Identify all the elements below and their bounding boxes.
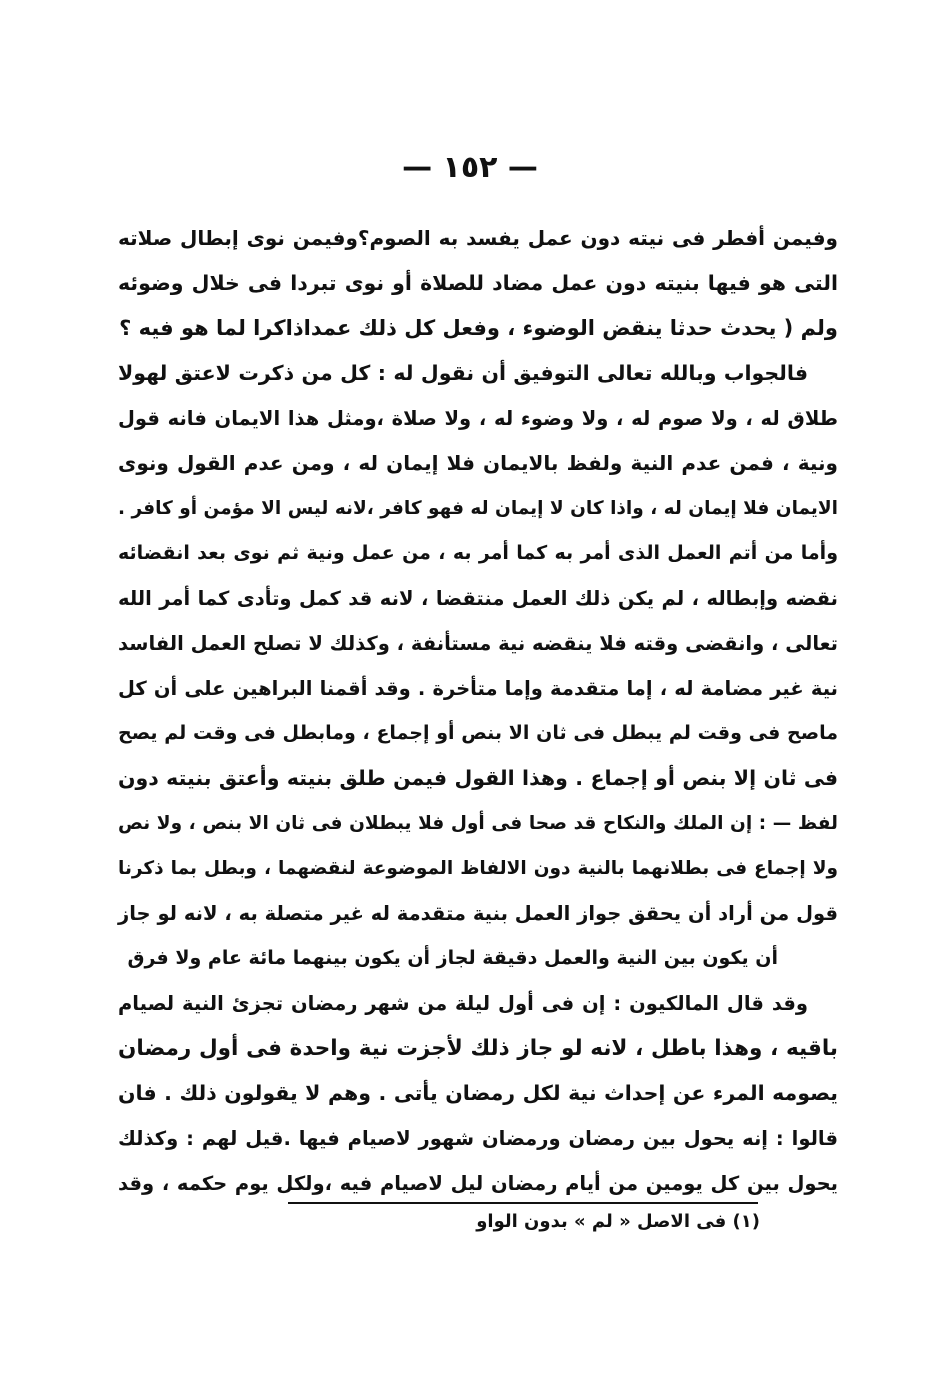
text-line: يحول بين كل يومين من أيام رمضان ليل لاصيام فيه ،ولكل يوم حكمه ، وقد [118,1172,838,1195]
text-line: باقيه ، وهذا باطل ، لانه لو جاز ذلك لأجزت نية واحدة فى أول رمضان [118,1036,838,1061]
text-line: يصومه المرء عن إحداث نية لكل رمضان يأتى . وهم لا يقولون ذلك . فان [118,1081,838,1105]
text-line: ولا إجماع فى بطلانهما بالنية دون الالفاظ الموضوعة لنقضهما ، وبطل بما ذكرنا [118,858,838,879]
text-line: نية غير مضامة له ، إما متقدمة وإما متأخرة . وقد أقمنا البراهين على أن كل [118,677,838,700]
text-line: قول من أراد أن يحقق جواز العمل بنية متقدمة له غير متصلة به ، لانه لو جاز [118,902,838,925]
text-line: أن يكون بين النية والعمل دقيقة لجاز أن يكون بينهما مائة عام ولا فرق [127,947,778,969]
page-number: — ١٥٢ — [402,150,538,185]
text-line: تعالى ، وانقضى وقته فلا ينقضه نية مستأنفة ، وكذلك لا تصلح العمل الفاسد [118,632,838,655]
body-text [118,216,838,1206]
text-line: وقد قال المالكيون : إن فى أول ليلة من شهر رمضان تجزئ النية لصيام [118,992,808,1015]
text-line: التى هو فيها بنيته دون عمل مضاد للصلاة أو نوى تبردا فى خلال وضوئه [118,271,838,295]
text-line: ولم ( يحدث حدثا ينقض الوضوء ، وفعل كل ذلك عمداذاكرا لما هو فيه ؟ [119,316,838,340]
text-line: فالجواب وبالله تعالى التوفيق أن نقول له : كل من ذكرت لاعتق لهولا [118,361,808,385]
text-line: وفيمن أفطر فى نيته دون عمل يفسد به الصوم؟وفيمن نوى إبطال صلاته [118,226,838,250]
text-line: ونية ، فمن عدم النية ولفظ بالايمان فلا إيمان له ، ومن عدم القول ونوى [118,451,838,475]
text-line: قالوا : إنه يحول بين رمضان ورمضان شهور لاصيام فيها .قيل لهم : وكذلك [118,1127,838,1150]
text-line: الايمان فلا إيمان له ، واذا كان لا إيمان له فهو كافر ،لانه ليس الا مؤمن أو كافر . [118,498,838,519]
text-line: نقضه وإبطاله ، لم يكن ذلك العمل منتقضا ، لانه قد كمل وتأدى كما أمر الله [118,587,838,610]
text-line: طلاق له ، ولا صوم له ، ولا وضوء له ، ولا صلاة ،ومثل هذا الايمان فانه قول [118,407,838,430]
text-line: وأما من أتم العمل الذى أمر به كما أمر به ، من عمل ونية ثم نوى بعد انقضائه [118,542,838,564]
text-line: ماصح فى وقت لم يبطل فى ثان الا بنص أو إجماع ، ومابطل فى وقت لم يصح [118,722,838,744]
footnote-divider [288,1202,758,1204]
text-line: فى ثان إلا بنص أو إجماع . وهذا القول فيمن طلق بنيته وأعتق بنيته دون [118,766,838,790]
text-line: لفظ — : إن الملك والنكاح قد صحا فى أول فلا يبطلان فى ثان الا بنص ، ولا نص [118,813,838,834]
footnote: (١) فى الاصل « لم » بدون الواو [476,1211,760,1232]
